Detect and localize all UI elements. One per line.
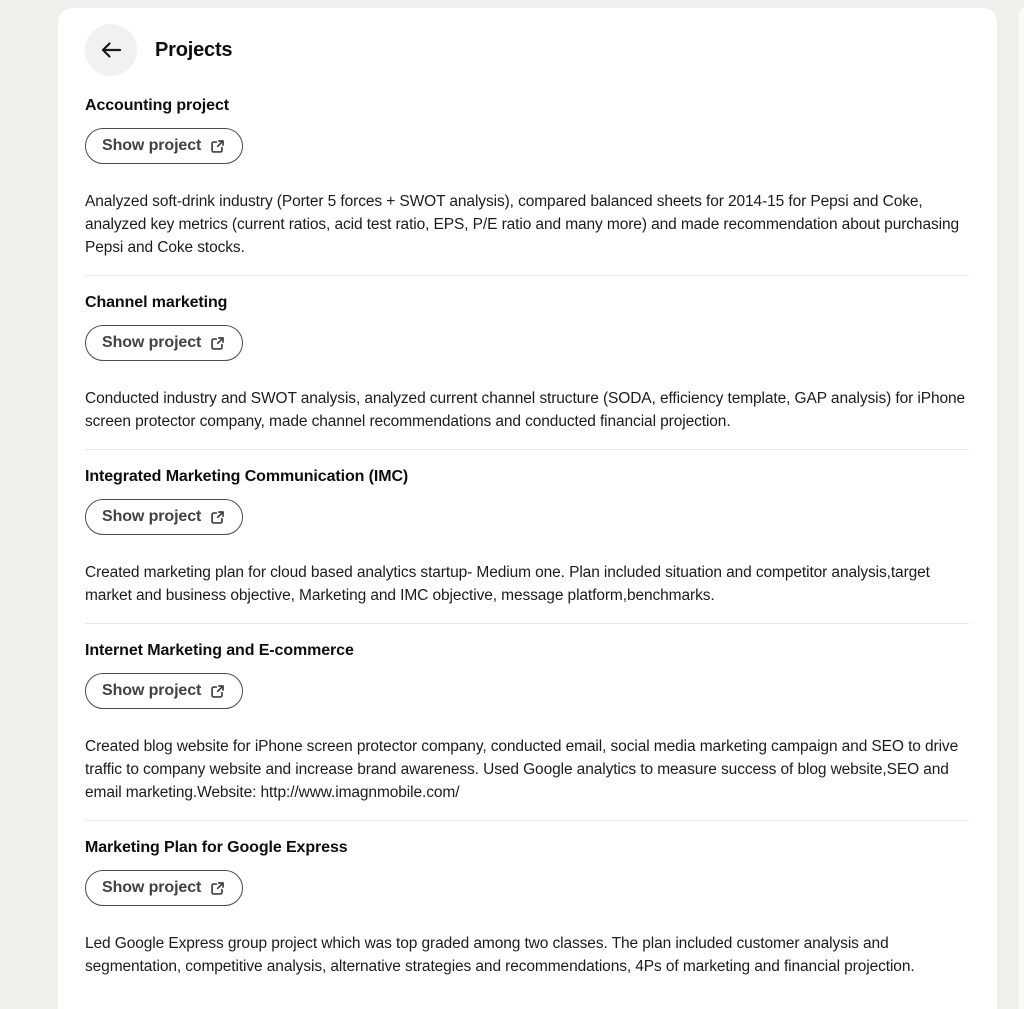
external-link-icon (209, 683, 226, 700)
show-project-label: Show project (102, 682, 202, 699)
project-description: Analyzed soft-drink industry (Porter 5 forces + SWOT analysis), compared balanced sheets for 2014-15 for Pepsi and Coke, analyzed key metrics (current ratios, acid test ratio, EPS, P/E ratio and many more) and made recommendation about purchasing Pepsi and Coke stocks. (85, 193, 960, 256)
project-description: Created marketing plan for cloud based analytics startup- Medium one. Plan included situation and competitor analysis,target market and business objective, Marketing and IMC objective, message platform,benchmarks. (85, 564, 930, 604)
project-title: Integrated Marketing Communication (IMC) (85, 468, 409, 485)
project-item (85, 276, 969, 450)
project-title: Internet Marketing and E-commerce (85, 642, 354, 659)
project-description: Created blog website for iPhone screen protector company, conducted email, social media marketing campaign and SEO to drive traffic to company website and increase brand awareness. Used Google analytics to measure success of blog website,SEO and email marketing.Website: http://www.imagnmobile.com/ (85, 738, 959, 801)
back-button[interactable] (85, 24, 137, 76)
project-item (85, 821, 969, 978)
show-project-button[interactable] (85, 499, 243, 535)
project-description: Conducted industry and SWOT analysis, analyzed current channel structure (SODA, efficiency template, GAP analysis) for iPhone screen protector company, made channel recommendations and conducted financial projection. (85, 390, 966, 430)
show-project-button[interactable] (85, 673, 243, 709)
external-link-icon (209, 335, 226, 352)
show-project-button[interactable] (85, 325, 243, 361)
project-title: Accounting project (85, 97, 229, 114)
project-item (85, 624, 969, 821)
project-title: Channel marketing (85, 294, 228, 311)
show-project-label: Show project (102, 137, 202, 154)
show-project-label: Show project (102, 508, 202, 525)
arrow-left-icon (98, 37, 124, 63)
adjacent-card-edge (1019, 8, 1024, 1009)
external-link-icon (209, 880, 226, 897)
project-description: Led Google Express group project which was top graded among two classes. The plan included customer analysis and segmentation, competitive analysis, alternative strategies and recommendations, 4Ps of marketing and financial projection. (85, 935, 915, 975)
show-project-button[interactable] (85, 870, 243, 906)
page-title: Projects (155, 38, 233, 61)
project-title: Marketing Plan for Google Express (85, 839, 348, 856)
show-project-label: Show project (102, 879, 202, 896)
project-item (85, 97, 969, 276)
show-project-label: Show project (102, 334, 202, 351)
external-link-icon (209, 138, 226, 155)
external-link-icon (209, 509, 226, 526)
projects-card (58, 8, 997, 1009)
show-project-button[interactable] (85, 128, 243, 164)
project-item (85, 450, 969, 624)
page-header (85, 24, 969, 76)
